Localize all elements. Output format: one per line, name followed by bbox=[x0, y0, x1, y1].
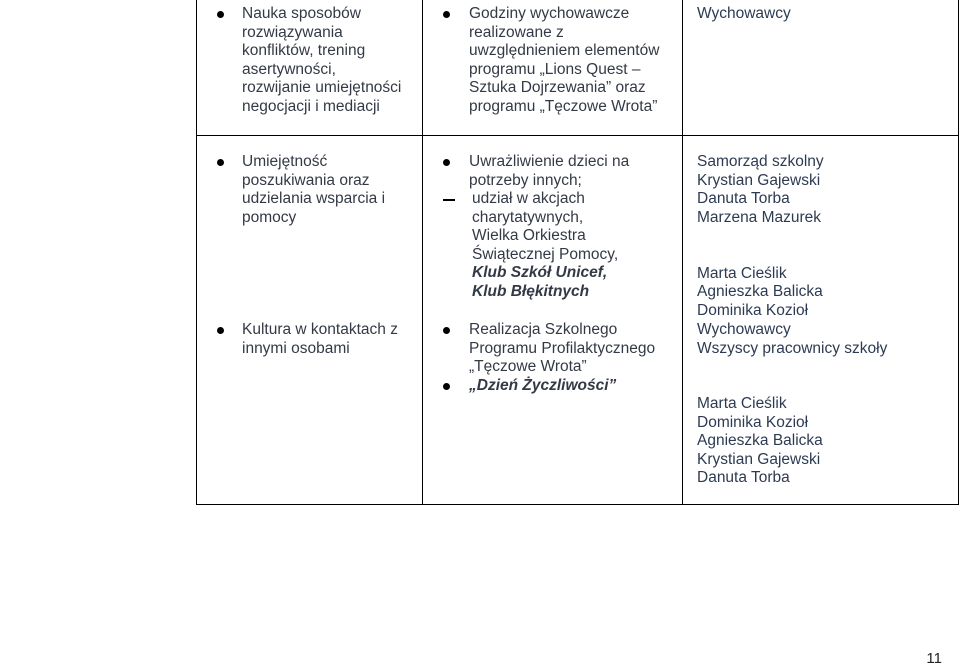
person-line: Marta Cieślik bbox=[697, 265, 787, 282]
row1-col1-line: rozwijanie umiejętności bbox=[242, 79, 402, 96]
table-border-left bbox=[196, 0, 197, 505]
row2-col2-bold-line: Klub Błękitnych bbox=[472, 283, 590, 300]
person-line: Marta Cieślik bbox=[697, 395, 787, 412]
bullet-icon bbox=[217, 327, 224, 334]
row1-col2-line: Godziny wychowawcze bbox=[469, 5, 630, 22]
person-line: Wychowawcy bbox=[697, 321, 791, 338]
row2-col2-dash-line: Świątecznej Pomocy, bbox=[472, 246, 619, 263]
row2-col1-item1-line: poszukiwania oraz bbox=[242, 172, 370, 189]
row2-col1-item2-line: Kultura w kontaktach z bbox=[242, 321, 398, 338]
person-line: Krystian Gajewski bbox=[697, 451, 821, 468]
person-line: Samorząd szkolny bbox=[697, 153, 824, 170]
row2-col2-bold-line: Klub Szkół Unicef, bbox=[472, 264, 608, 281]
person-line: Agnieszka Balicka bbox=[697, 432, 823, 449]
table-border-right bbox=[958, 0, 959, 505]
row2-col2-dash-line: charytatywnych, bbox=[472, 209, 584, 226]
row1-col2-line: uwzględnieniem elementów bbox=[469, 42, 660, 59]
row1-col2-line: programu „Lions Quest – bbox=[469, 61, 641, 78]
table-divider-col2 bbox=[682, 0, 683, 505]
row2-col1-item1-line: pomocy bbox=[242, 209, 297, 226]
person-line: Dominika Kozioł bbox=[697, 414, 809, 431]
person-line: Marzena Mazurek bbox=[697, 209, 822, 226]
row1-col2-line: Sztuka Dojrzewania” oraz bbox=[469, 79, 646, 96]
person-line: Danuta Torba bbox=[697, 190, 790, 207]
bullet-icon bbox=[443, 11, 450, 18]
row1-col2-line: programu „Tęczowe Wrota” bbox=[469, 98, 658, 115]
row1-col1-line: konfliktów, trening bbox=[242, 42, 366, 59]
person-line: Danuta Torba bbox=[697, 469, 790, 486]
bullet-icon bbox=[443, 159, 450, 166]
row2-col1-item2-line: innymi osobami bbox=[242, 340, 350, 357]
person-line: Agnieszka Balicka bbox=[697, 283, 823, 300]
row1-col1-line: negocjacji i mediacji bbox=[242, 98, 380, 115]
dash-icon bbox=[443, 199, 455, 201]
row1-col1-line: rozwiązywania bbox=[242, 24, 343, 41]
row2-col2-dash-line: Wielka Orkiestra bbox=[472, 227, 586, 244]
table-row-divider bbox=[196, 135, 959, 136]
bullet-icon bbox=[217, 159, 224, 166]
row1-col2-line: realizowane z bbox=[469, 24, 564, 41]
row2-col2-item1-line: potrzeby innych; bbox=[469, 172, 582, 189]
person-line: Krystian Gajewski bbox=[697, 172, 821, 189]
row2-col1-item1-line: udzielania wsparcia i bbox=[242, 190, 386, 207]
row1-col1-line: asertywności, bbox=[242, 61, 336, 78]
person-line: Dominika Kozioł bbox=[697, 302, 809, 319]
row2-col2-item2-line: „Tęczowe Wrota” bbox=[469, 358, 587, 375]
bullet-icon bbox=[443, 327, 450, 334]
row2-col2-dash-line: udział w akcjach bbox=[472, 190, 585, 207]
page-number: 11 bbox=[926, 649, 942, 667]
person-line: Wszyscy pracownicy szkoły bbox=[697, 340, 888, 357]
row2-col2-item2-line: Programu Profilaktycznego bbox=[469, 340, 656, 357]
row2-col1-item1-line: Umiejętność bbox=[242, 153, 328, 170]
row2-col2-item1-line: Uwrażliwienie dzieci na bbox=[469, 153, 630, 170]
row1-col3-line: Wychowawcy bbox=[697, 5, 791, 22]
row2-col2-item3-line: „Dzień Życzliwości” bbox=[469, 377, 617, 394]
table-border-bottom bbox=[196, 504, 959, 505]
bullet-icon bbox=[443, 383, 450, 390]
bullet-icon bbox=[217, 11, 224, 18]
table-divider-col1 bbox=[422, 0, 423, 505]
row2-col2-item2-line: Realizacja Szkolnego bbox=[469, 321, 618, 338]
row1-col1-line: Nauka sposobów bbox=[242, 5, 361, 22]
